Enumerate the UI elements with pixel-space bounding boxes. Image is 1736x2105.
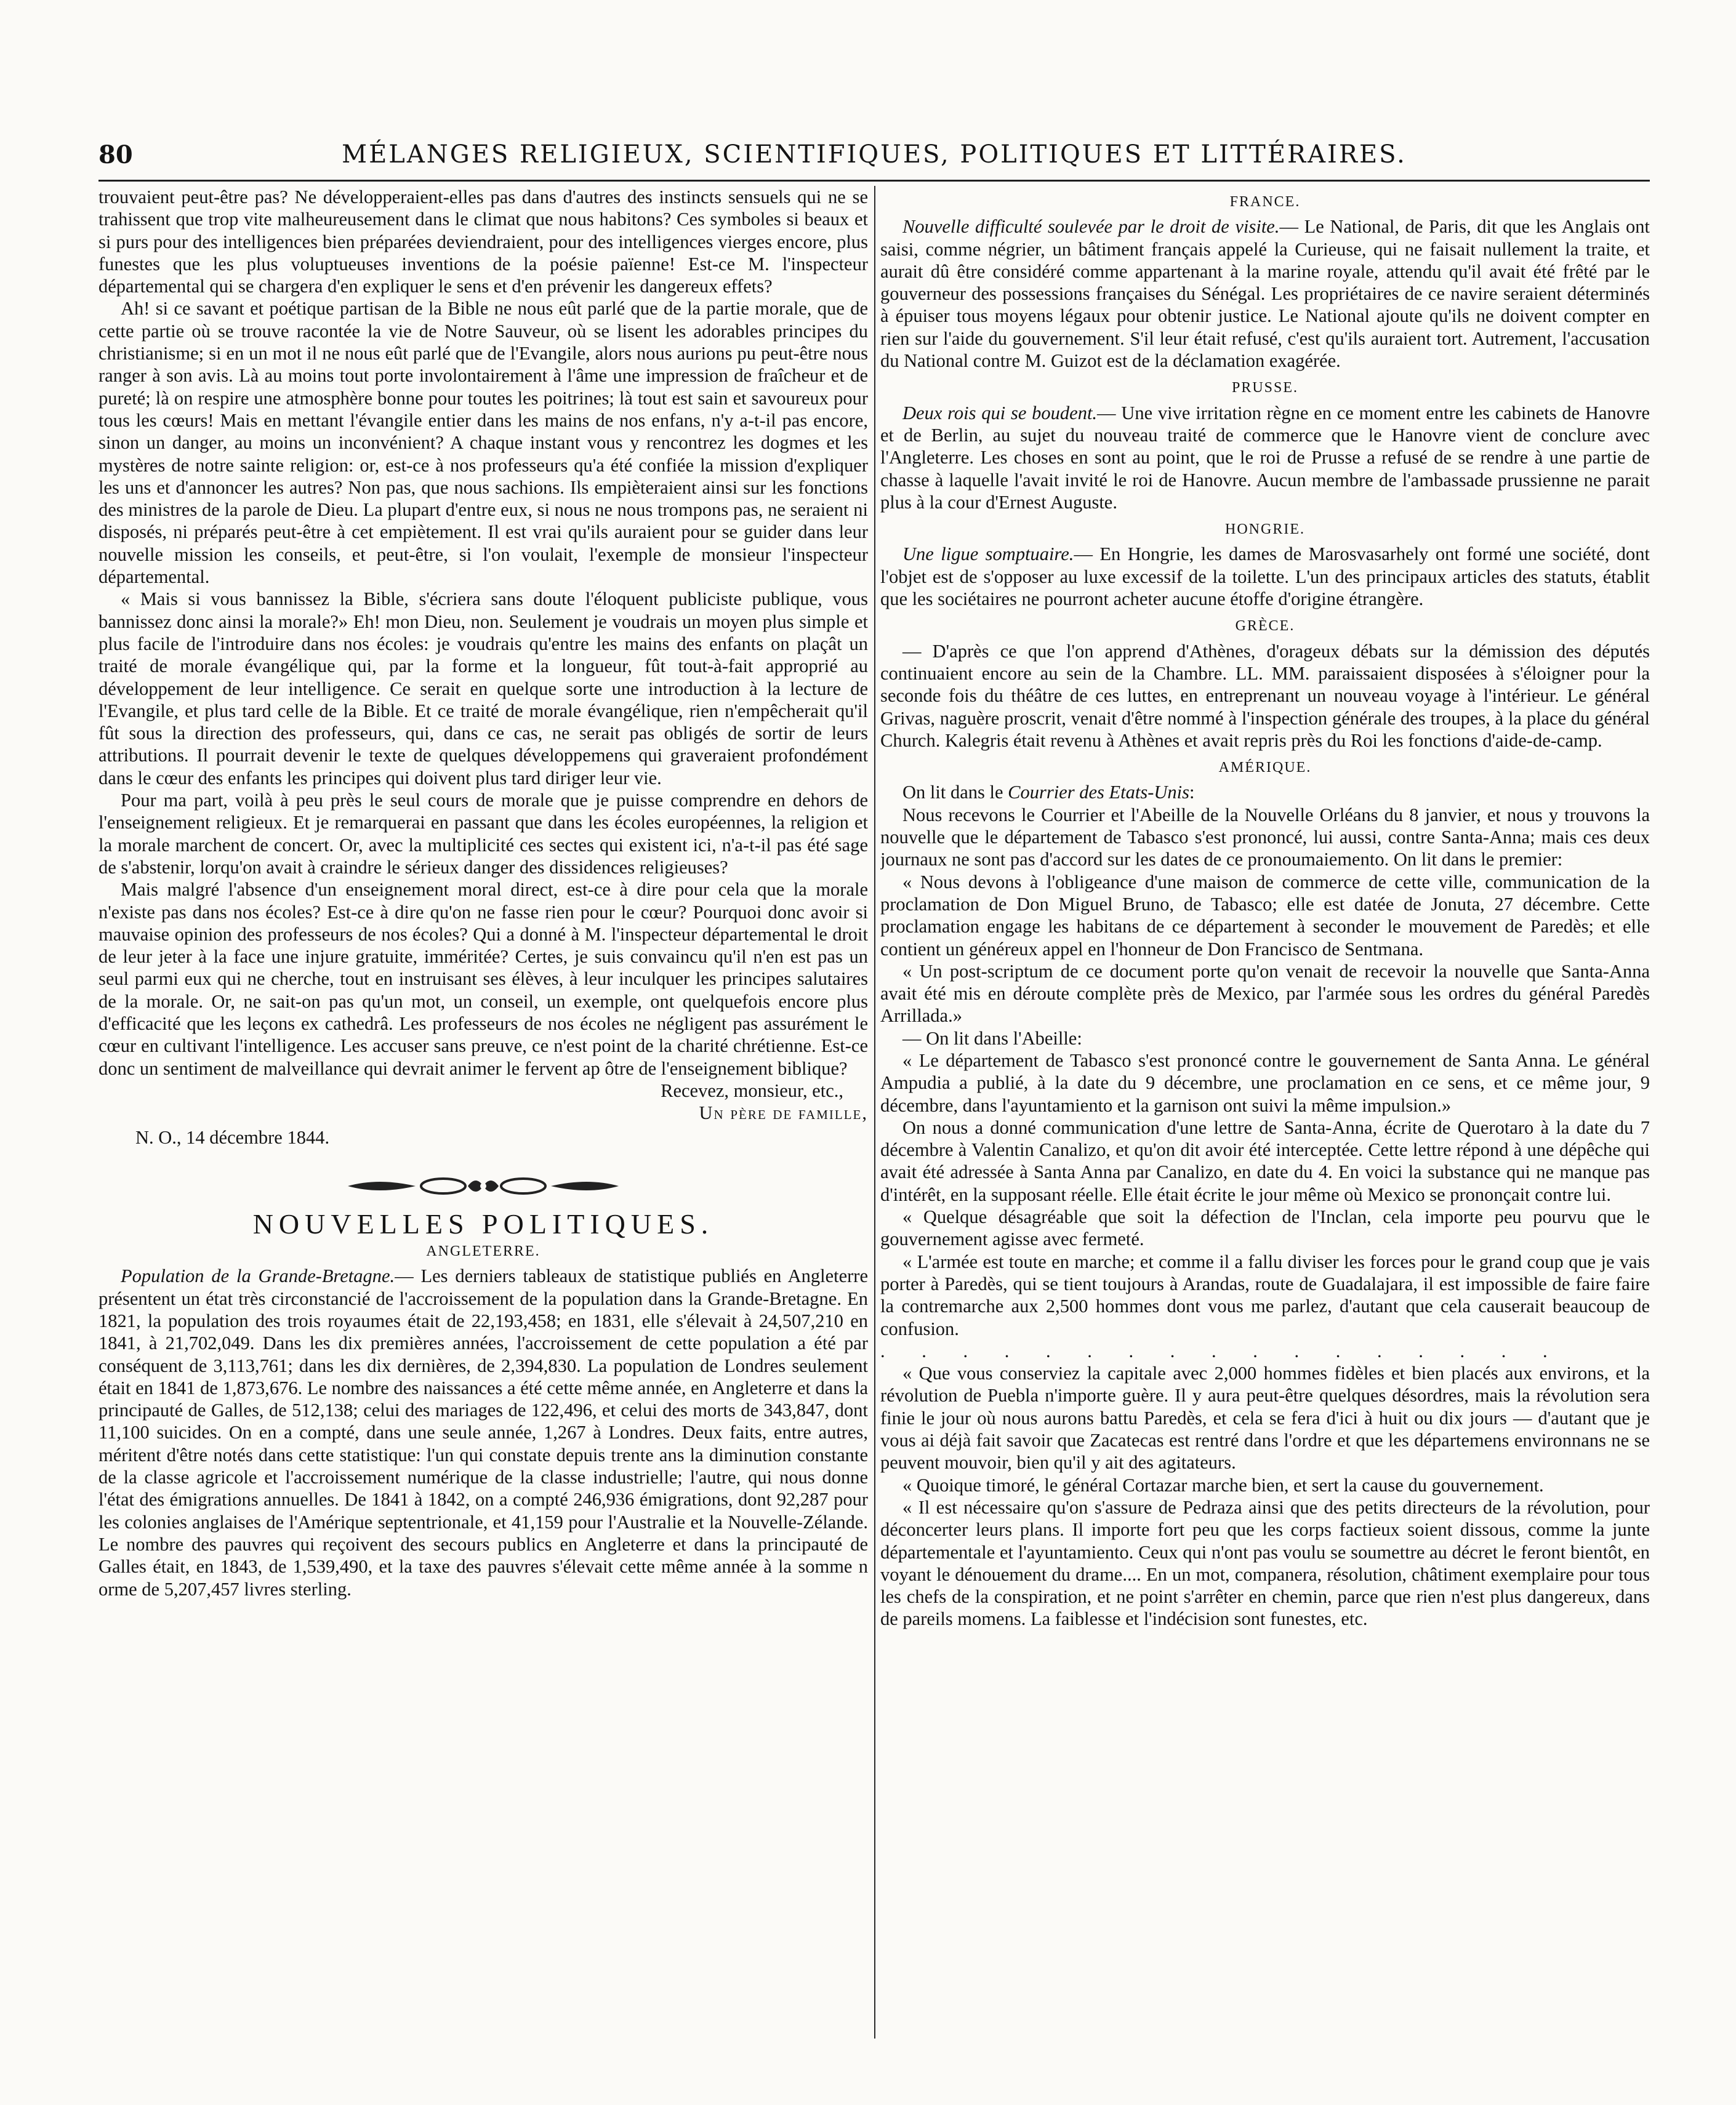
section-head-angleterre: ANGLETERRE. — [426, 1243, 540, 1260]
header-rule — [98, 180, 1650, 182]
paragraph: Pour ma part, voilà à peu près le seul cours de morale que je puisse comprendre en dehors de l'enseignement religieux. Et je remarquerai en passant que dans les écoles européennes, la religion et la morale marchent de concert. Or, avec la multiplicité ces sectes qui existent ici, n'a-t-il pas été sage de s'abstenir, lorqu'on avait à craindre le sérieux danger des dissidences religieuses? — [98, 790, 868, 878]
article-angleterre — [98, 1265, 868, 1600]
paragraph: On nous a donné communication d'une lettre de Santa-Anna, écrite de Querotaro à la date du 7 décembre à Valentin Canalizo, et qu'on dit avoir été interceptée. Cette lettre répond à une dépêche qui avait été adressée à Santa Anna par Canalizo, en date du 4. En voici la substance qui ne manque pas d'intérêt, en la supposant réelle. Elle était écrite le jour même où Mexico se prononçait contre lui. — [880, 1117, 1650, 1205]
left-column — [98, 186, 868, 2045]
section-title: NOUVELLES POLITIQUES. — [252, 1208, 714, 1240]
paragraph: « L'armée est toute en marche; et comme il a fallu diviser les forces pour le grand coup que je vais porter à Paredès, qui se tient toujours à Arandas, route de Guadalajara, il est impossible de faire faire la contremarche aux 2,500 hommes dont vous me parlez, d'autant que cela causerait beaucoup de confusion. — [880, 1251, 1650, 1339]
source-name: Courrier des Etats-Unis — [1008, 782, 1189, 803]
paragraph: « Quelque désagréable que soit la défection de l'Inclan, cela importe peu pourvu que le gouvernement agisse avec fermeté. — [880, 1206, 1650, 1250]
article-lead: Nouvelle difficulté soulevée par le droit de visite. — [902, 216, 1280, 238]
paragraph: « Un post-scriptum de ce document porte qu'on venait de recevoir la nouvelle que Santa-Anna avait été mis en déroute complète près de Mexico, par l'armée sous les ordres du général Paredès Arrillada.» — [880, 960, 1650, 1027]
fleuron-ornament-icon — [98, 1174, 868, 1198]
paragraph: « Le département de Tabasco s'est prononcé contre le gouvernement de Santa Anna. Le général Ampudia a publié, à la date du 9 décembre, une proclamation en ce sens, et ce même jour, 9 décembre, dans l'ayuntamiento et la garnison ont suivi la même impulsion.» — [880, 1049, 1650, 1116]
fleuron-ornament-icon — [342, 1174, 625, 1198]
article-text: — En Hongrie, les dames de Marosvasarhely ont formé une société, dont l'objet est de s'opposer au luxe excessif de la toilette. L'un des principaux articles des statuts, établit que les sociétaires ne pourront acheter aucune étoffe d'origine étrangère. — [880, 543, 1650, 610]
section-head-france: FRANCE. — [1229, 194, 1301, 210]
running-head: MÉLANGES RELIGIEUX, SCIENTIFIQUES, POLITIQUES ET LITTÉRAIRES. — [342, 140, 1407, 169]
article-text: — Une vive irritation règne en ce moment entre les cabinets de Hanovre et de Berlin, au sujet du nouveau traité de commerce que le Hanovre vient de conclure avec l'Angleterre. Les choses en sont au point, que le roi de Prusse a refusé de se rendre à une partie de chasse à laquelle l'avait invité le roi de Hanovre. Aucun membre de l'ambassade prussienne ne parait plus à la cour d'Ernest Auguste. — [880, 402, 1650, 513]
ellipsis-line: . . . . . . . . . . . . . . . . . — [880, 1340, 1564, 1361]
page-header — [98, 140, 1650, 177]
section-head-amerique: AMÉRIQUE. — [1218, 760, 1312, 776]
letter-dateline: N. O., 14 décembre 1844. — [135, 1127, 330, 1149]
paragraph: « Quoique timoré, le général Cortazar marche bien, et sert la cause du gouvernement. — [902, 1474, 1544, 1496]
article-prusse — [880, 402, 1650, 513]
paragraph: « Il est nécessaire qu'on s'assure de Pedraza ainsi que des petits directeurs de la révolution, pour déconcerter leurs plans. Il importe fort peu que les corps factieux soient dissous, comme la junte départementale et l'ayuntamiento. Ceux qui n'ont pas voulu se soumettre au décret le feront bientôt, en voyant le dénouement du drame.... En un mot, companera, résolution, châtiment exemplaire pour tous les chefs de la conspiration, et ne point s'arrêter en chemin, parce que rien n'est plus dangereux, dans de pareils momens. La faiblesse et l'indécision sont funestes, etc. — [880, 1496, 1650, 1630]
right-column — [880, 186, 1650, 2045]
intro-colon: : — [1189, 782, 1195, 803]
article-lead: Population de la Grande-Bretagne. — [121, 1265, 395, 1287]
intro-text: On lit dans le — [902, 782, 1008, 803]
letter-closing: Recevez, monsieur, etc., — [661, 1080, 843, 1101]
article-grece: — D'après ce que l'on apprend d'Athènes, d'orageux débats sur la démission des députés continuaient encore au sein de la Chambre. LL. MM. paraissaient disposées à s'éloigner pour la seconde fois du théâtre de ces luttes, en entreprenant un nouveau voyage à l'intérieur. Le général Grivas, naguère proscrit, venait d'être nommé à l'inspection générale des troupes, à la place du général Church. Kalegris était revenu à Athènes et avait repris près du Roi les fonctions d'aide-de-camp. — [880, 640, 1650, 751]
paragraph: trouvaient peut-être pas? Ne développeraient-elles pas dans d'autres des instincts sensuels qui ne se trahissent que trop vite malheureusement dans le climat que nous habitons? Ces symboles si beaux et si purs pour des intelligences bien préparées deviendraient, pour des intelligences vierges encore, plus funestes que les plus voluptueuses inventions de la poésie païenne! Est-ce M. l'inspecteur départemental qui se chargera d'en expliquer le sens et d'en prévenir les dangereux effets? — [98, 186, 868, 297]
article-lead: Deux rois qui se boudent. — [902, 402, 1098, 423]
article-amerique-intro — [880, 781, 1650, 803]
paragraph: Mais malgré l'absence d'un enseignement moral direct, est-ce à dire pour cela que la morale n'existe pas dans nos écoles? Est-ce à dire qu'on ne fasse rien pour le cœur? Pourquoi donc avoir si mauvaise opinion des professeurs de nos écoles? Qui a donné à M. l'inspecteur départemental le droit de leur jeter à la face une injure gratuite, imméritée? Certes, je suis convaincu qu'il n'en est pas un seul parmi eux qui ne cherche, tout en instruisant ses élèves, à leur inculquer les principes salutaires de la morale. Or, ne sait-on pas qu'un mot, un conseil, un exemple, ont quelquefois encore plus d'efficacité que les leçons ex cathedrâ. Les professeurs de nos écoles ne négligent pas assurément le cœur en cultivant l'intelligence. Les accuser sans preuve, ce n'est point de la charité chrétienne. Est-ce donc un sentiment de malveillance qui devrait animer le fervent ap ôtre de l'enseignement biblique? — [98, 879, 868, 1079]
letter-signature: Un père de famille, — [699, 1102, 868, 1124]
section-head-prusse: PRUSSE. — [1231, 380, 1299, 396]
paragraph: « Que vous conserviez la capitale avec 2,000 hommes fidèles et bien placés aux environs, et la révolution de Puebla n'importe guère. Il y aura peut-être quelques désordres, mais la révolution sera finie le jour où nous aurons battu Paredès, et cela se fera d'ici à huit ou dix jours — d'autant que je vous ai déjà fait savoir que Zacatecas est rentré dans l'ordre et que les départemens environnans ne se peuvent mouvoir, bien qu'il y ait des agitateurs. — [880, 1363, 1650, 1473]
paragraph: « Nous devons à l'obligeance d'une maison de commerce de cette ville, communication de la proclamation de Don Miguel Bruno, de Tabasco; elle est datée de Jonuta, 27 décembre. Cette proclamation engage les habitans de ce département à seconder le mouvement de Paredès; et elle contient un généreux appel en l'honneur de Don Francisco de Sentmana. — [880, 871, 1650, 960]
paragraph: Ah! si ce savant et poétique partisan de la Bible ne nous eût parlé que de la partie morale, que de cette partie où se trouve racontée la vie de Notre Sauveur, où se lisent les adorables principes du christianisme; si en un mot il ne nous eût parlé que de l'Evangile, alors nous aurions pu peut-être nous ranger à son avis. Là au moins tout porte involontairement à l'âme une impression de fraîcheur et de pureté; là on respire une atmosphère bonne pour toutes les poitrines; là tout est sain et savoureux pour tous les cœurs! Mais en mettant l'évangile entier dans les mains de nos enfans, n'y a-t-il pas encore, sinon un danger, au moins un inconvénient? A chaque instant vous y rencontrez les dogmes et les mystères de notre sainte religion: or, est-ce à nos professeurs qu'a été confiée la mission d'expliquer les uns et d'annoncer les autres? Non pas, que nous sachions. Ils empièteraient ainsi sur les fonctions des ministres de la parole de Dieu. La plupart d'entre eux, si nous ne nous trompons pas, ne seraient ni disposés, ni préparés peut-être à cet empiètement. Il est vrai qu'ils auraient pour se guider dans leur nouvelle mission les conseils, et peut-être, si l'on voulait, l'exemple de monsieur l'inspecteur départemental. — [98, 298, 868, 588]
article-hongrie — [880, 543, 1650, 610]
paragraph: — On lit dans l'Abeille: — [902, 1027, 1082, 1049]
article-france — [880, 215, 1650, 372]
paragraph: « Mais si vous bannissez la Bible, s'écriera sans doute l'éloquent publiciste publique, vous bannissez donc ainsi la morale?» Eh! mon Dieu, non. Seulement je voudrais un moyen plus simple et plus facile de l'introduire dans nos écoles: je voudrais qu'entre les mains des enfants on plaçât un traité de morale évangélique qui, par la forme et la longueur, fût tout-à-fait approprié au développement de leur intelligence. Ce serait en quelque sorte une introduction à la lecture de l'Evangile, et plus tard celle de la Bible. Et ce traité de morale évangélique, rien n'empêcherait qu'il fût sous la direction des professeurs, qui, dans ce cas, ne serait pas obligés de sortir de leurs attributions. Il pourrait devenir le texte de quelques développemens qui graveraient profondément dans le cœur des enfants les principes qui doivent plus tard diriger leur vie. — [98, 588, 868, 788]
article-lead: Une ligue somptuaire. — [902, 543, 1074, 565]
section-head-grece: GRÈCE. — [1235, 618, 1295, 635]
section-head-hongrie: HONGRIE. — [1225, 521, 1305, 538]
article-text: — Le National, de Paris, dit que les Anglais ont saisi, comme négrier, un bâtiment français appelé la Curieuse, qui ne faisait nullement la traite, et aurait dû être considéré comme appartenant à la marine royale, attendu qu'il avait été frêté par le gouverneur des possessions françaises du Sénégal. Les propriétaires de ce navire seraient déterminés à épuiser tous moyens légaux pour obtenir justice. Le National ajoute qu'ils ne doivent compter en rien sur l'aide du gouvernement. S'il leur était refusé, c'est qu'ils auraient tort. Autrement, l'accusation du National contre M. Guizot est de la déclamation exagérée. — [880, 216, 1650, 372]
article-text: — Les derniers tableaux de statistique publiés en Angleterre présentent un état très circonstancié de l'accroissement de la population dans la Grande-Bretagne. En 1821, la population des trois royaumes était de 22,193,458; en 1831, elle s'élevait à 24,507,210 en 1841, à 21,702,049. Dans les dix premières années, l'accroissement de cette population a été par conséquent de 3,113,761; dans les dix dernières, de 2,394,830. La population de Londres seulement était en 1841 de 1,873,676. Le nombre des naissances a été cette même année, en Angleterre et dans la principauté de Galles, de 512,138; celui des mariages de 122,496, et celui des morts de 343,847, dont 11,100 suicides. On en a compté, dans une seule année, 1,267 à Londres. Deux faits, entre autres, méritent d'être notés dans cette statistique: l'un qui constate depuis trente ans la diminution constante de la classe agricole et l'accroissement numérique de la classe industrielle; l'autre, qui nous donne l'état des émigrations annuelles. De 1841 à 1842, on a compté 246,936 émigrations, dont 92,287 pour les colonies anglaises de l'Amérique septentrionale, et 41,159 pour l'Australie et la Nouvelle-Zélande. Le nombre des pauvres qui reçoivent des secours publics en Angleterre et dans la principauté de Galles était, en 1843, de 1,539,490, et la taxe des pauvres s'élevait cette même année à la somme n orme de 5,207,457 livres sterling. — [98, 1265, 868, 1600]
page-number: 80 — [98, 140, 133, 169]
column-divider — [874, 186, 875, 2039]
paragraph: Nous recevons le Courrier et l'Abeille de la Nouvelle Orléans du 8 janvier, et nous y trouvons la nouvelle que le département de Tabasco s'est prononcé, lui aussi, contre Santa-Anna; mais ces deux journaux ne sont pas d'accord sur les dates de ce pronoumaiemento. On lit dans le premier: — [880, 804, 1650, 870]
